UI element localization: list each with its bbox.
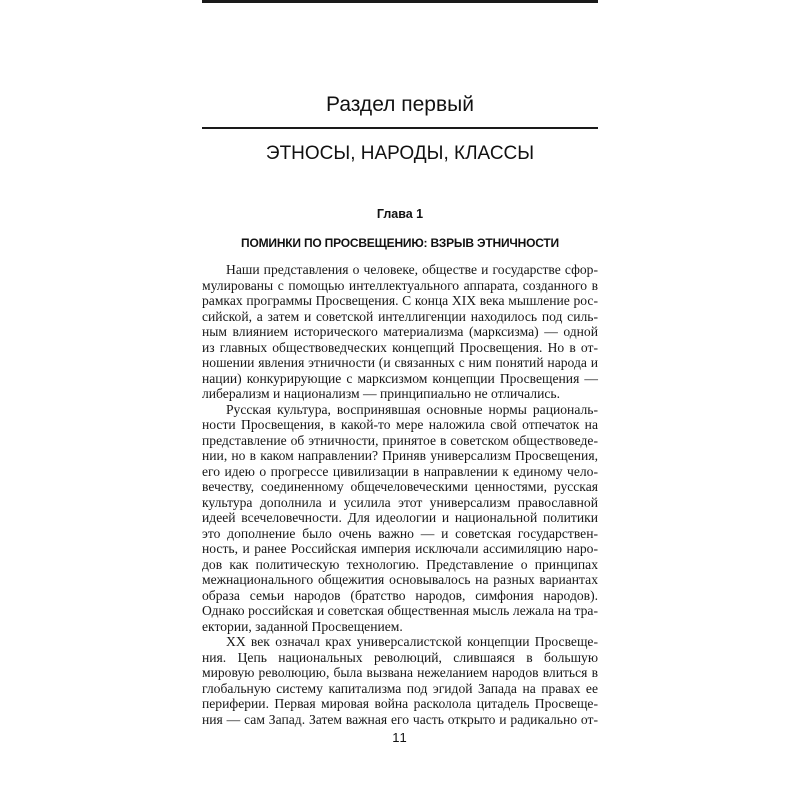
text-line: ния — сам Запад. Затем важная его часть открыто и радикально от- (202, 711, 598, 727)
text-line: вечеству, соединенному общечеловеческими ценностями, русская (202, 479, 598, 494)
paragraph-2 (202, 402, 598, 635)
text-line: нации) конкурирующие с марксизмом концепции Просвещения — (202, 370, 598, 386)
text-line: Русская культура, воспринявшая основные нормы рациональ- (226, 401, 598, 417)
text-line: это дополнение было очень важно — и советская государствен- (202, 525, 598, 541)
text-line: образа семьи народов (братство народов, симфония народов). (202, 587, 598, 603)
text-line: рамках программы Просвещения. С конца XIX века мышление рос- (202, 293, 598, 308)
text-line: межнационального общежития основывалось на разных вариантах (202, 572, 598, 587)
chapter-label: Глава 1 (376, 207, 424, 221)
text-line: из главных обществоведческих концепций Просвещения. Но в от- (202, 339, 598, 355)
text-line: XX век означал крах универсалистской концепции Просвеще- (226, 634, 598, 649)
section-label: Раздел первый (326, 93, 474, 116)
text-line: культура дополнила и усилила этот универсализм православной (202, 494, 598, 510)
section-divider (202, 127, 598, 129)
text-line: Наши представления о человеке, обществе и государстве сфор- (226, 262, 598, 277)
paragraph-3 (202, 634, 598, 727)
chapter-title: ПОМИНКИ ПО ПРОСВЕЩЕНИЮ: ВЗРЫВ ЭТНИЧНОСТИ (241, 236, 559, 250)
section-title: ЭТНОСЫ, НАРОДЫ, КЛАССЫ (265, 143, 535, 164)
text-line: периферии. Первая мировая война расколола цитадель Просвеще- (202, 696, 598, 711)
text-line: ности Просвещения, в какой-то мере наложила свой отпечаток на (202, 417, 598, 432)
text-line: представление об этничности, принятое в советском обществоведе- (202, 432, 598, 448)
body-text (202, 262, 598, 727)
text-line: ния. Цепь национальных революций, слившаяся в большую (202, 649, 598, 665)
text-line: ным влиянием исторического материализма (марксизма) — одной (202, 324, 598, 339)
text-line: сийской, а затем и советской интеллигенции находилось под силь- (202, 308, 598, 324)
top-rule (202, 0, 598, 3)
text-line: либерализм и национализм — принципиально не отличались. (202, 386, 560, 401)
text-line: его идею о прогрессе цивилизации в направлении к единому чело- (202, 463, 598, 479)
text-line: ектории, заданной Просвещением. (202, 618, 403, 634)
page-number: 11 (392, 730, 408, 745)
text-line: нии, но в каком направлении? Приняв универсализм Просвещения, (202, 448, 598, 463)
text-line: глобальную систему капитализма под эгидой Запада на правах ее (202, 680, 598, 696)
text-line: идеей всечеловечности. Для идеологии и национальной политики (202, 510, 598, 525)
text-line: дов как политическую технологию. Представление о принципах (202, 556, 598, 572)
text-line: мулированы с помощью интеллектуального аппарата, созданного в (202, 277, 598, 293)
text-line: ношении явления этничности (и связанных с ним понятий народа и (202, 355, 598, 370)
text-line: Однако российская и советская общественная мысль лежала на тра- (202, 603, 598, 618)
paragraph-1 (202, 262, 598, 402)
text-line: мировую революцию, была вызвана нежеланием народов влиться в (202, 665, 598, 680)
text-line: ность, и ранее Российская империя исключали ассимиляцию наро- (202, 541, 598, 556)
